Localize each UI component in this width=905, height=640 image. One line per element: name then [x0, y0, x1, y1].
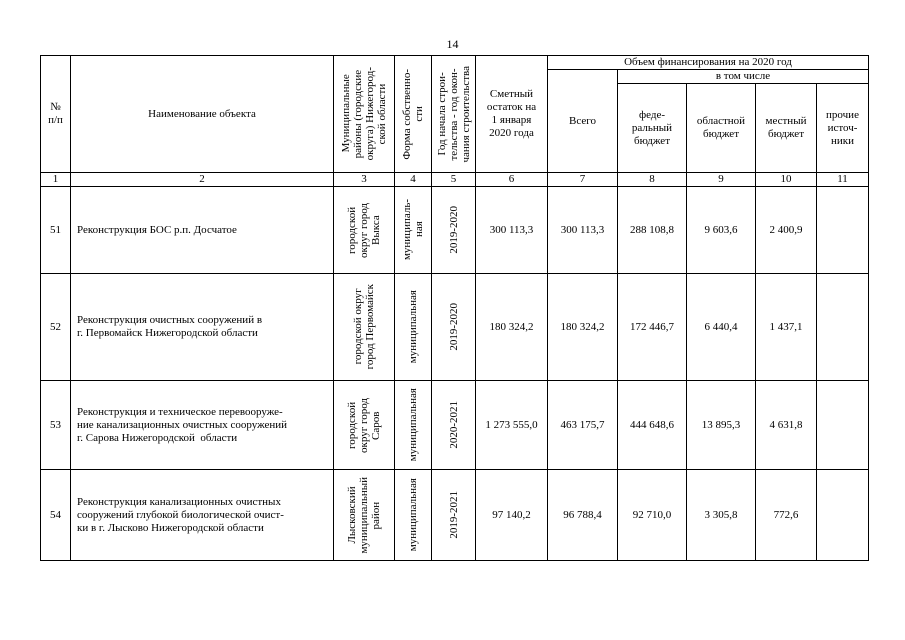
row-years: 2019-2020 [432, 274, 476, 381]
row-ownership: муниципальная [395, 381, 432, 470]
row-regional: 3 305,8 [687, 470, 756, 561]
header-federal: феде- ральный бюджет [618, 84, 687, 173]
header-regional: областной бюджет [687, 84, 756, 173]
row-num: 51 [41, 187, 71, 274]
header-ownership: Форма собственно- сти [395, 56, 432, 173]
column-number: 10 [756, 173, 817, 187]
header-row [41, 56, 869, 70]
column-number: 8 [618, 173, 687, 187]
row-local: 4 631,8 [756, 381, 817, 470]
row-estimate: 300 113,3 [476, 187, 548, 274]
row-estimate: 180 324,2 [476, 274, 548, 381]
row-federal: 172 446,7 [618, 274, 687, 381]
row-ownership: муниципаль- ная [395, 187, 432, 274]
header-years: Год начала строи- тельства - год окон- чания строительства [432, 56, 476, 173]
column-number: 5 [432, 173, 476, 187]
row-years: 2019-2020 [432, 187, 476, 274]
row-ownership: муниципальная [395, 274, 432, 381]
header-name: Наименование объекта [71, 56, 334, 173]
row-regional: 6 440,4 [687, 274, 756, 381]
row-total: 96 788,4 [548, 470, 618, 561]
row-total: 300 113,3 [548, 187, 618, 274]
row-name: Реконструкция очистных сооружений в г. Первомайск Нижегородской области [71, 274, 334, 381]
header-num: № п/п [41, 56, 71, 173]
table-row [41, 187, 869, 274]
table-row [41, 274, 869, 381]
column-number: 2 [71, 173, 334, 187]
row-other [817, 470, 869, 561]
header-funding: Объем финансирования на 2020 год [548, 56, 869, 70]
column-number: 9 [687, 173, 756, 187]
row-total: 180 324,2 [548, 274, 618, 381]
header-estimate: Сметный остаток на 1 января 2020 года [476, 56, 548, 173]
row-other [817, 381, 869, 470]
row-name: Реконструкция и техническое перевооруже- ние канализационных очистных сооружений г. Сарова Нижегородской области [71, 381, 334, 470]
row-federal: 92 710,0 [618, 470, 687, 561]
row-years: 2019-2021 [432, 470, 476, 561]
header-including: в том числе [618, 70, 869, 84]
row-total: 463 175,7 [548, 381, 618, 470]
row-estimate: 97 140,2 [476, 470, 548, 561]
table-row [41, 381, 869, 470]
column-number: 7 [548, 173, 618, 187]
row-municipality: городской округ город Саров [334, 381, 395, 470]
column-number: 1 [41, 173, 71, 187]
header-total: Всего [548, 70, 618, 173]
row-regional: 13 895,3 [687, 381, 756, 470]
header-municipality: Муниципальные районы (городские округа) Нижегород- ской области [334, 56, 395, 173]
row-municipality: Лысковский муниципальный район [334, 470, 395, 561]
row-local: 1 437,1 [756, 274, 817, 381]
row-ownership: муниципальная [395, 470, 432, 561]
row-federal: 288 108,8 [618, 187, 687, 274]
financing-table [40, 55, 869, 561]
row-years: 2020-2021 [432, 381, 476, 470]
header-local: местный бюджет [756, 84, 817, 173]
row-regional: 9 603,6 [687, 187, 756, 274]
column-number: 4 [395, 173, 432, 187]
row-municipality: городской округ город Первомайск [334, 274, 395, 381]
header-other: прочие источ- ники [817, 84, 869, 173]
column-number: 3 [334, 173, 395, 187]
column-number-row [41, 173, 869, 187]
row-num: 52 [41, 274, 71, 381]
page-number: 14 [446, 37, 459, 51]
row-name: Реконструкция канализационных очистных сооружений глубокой биологической очист- ки в г. Лысково Нижегородской области [71, 470, 334, 561]
row-num: 53 [41, 381, 71, 470]
table-row [41, 470, 869, 561]
row-local: 772,6 [756, 470, 817, 561]
row-local: 2 400,9 [756, 187, 817, 274]
row-municipality: городской округ город Выкса [334, 187, 395, 274]
row-other [817, 274, 869, 381]
row-name: Реконструкция БОС р.п. Досчатое [71, 187, 334, 274]
row-other [817, 187, 869, 274]
row-federal: 444 648,6 [618, 381, 687, 470]
column-number: 6 [476, 173, 548, 187]
row-estimate: 1 273 555,0 [476, 381, 548, 470]
column-number: 11 [817, 173, 869, 187]
row-num: 54 [41, 470, 71, 561]
